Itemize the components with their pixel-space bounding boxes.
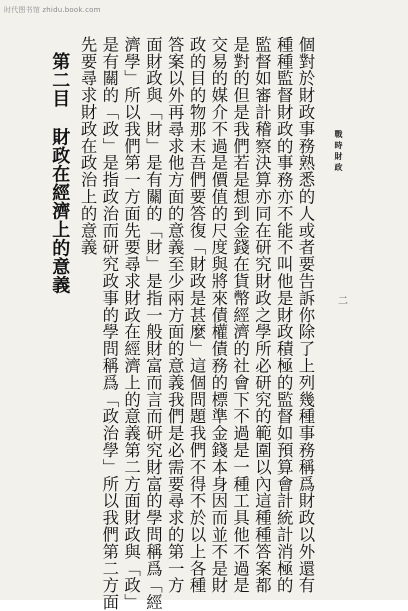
text-column: 種種監督財政的事務亦不能不叫他是財政積極的監督如預算會計統計消極的 [274,36,294,594]
text-column: 是有關的「政」是指政治而研究政事的學問稱爲「政治學」所以我們第二方面 [99,36,119,611]
running-head: 戰時財政 [334,130,344,174]
text-column: 面財政與「財」是有關的「財」是指一般財富而言而研究財富的學問稱爲「經 [143,36,163,611]
text-column: 政的目的物那末吾們要答復「財政是甚麼」這個問題我們不得不於以上各種 [187,36,207,594]
text-column: 濟學」所以我們第一方面先要尋求財政在經濟上的意義第二方面財政與「政」 [121,36,141,611]
text-column: 監督如審計稽察決算亦同在研究財政之學所必研究的範圍以內這種種答案都 [252,36,272,594]
library-watermark: 时代图书馆 zhidu.book.com [4,6,101,14]
section-number: 第二目 [49,52,71,108]
text-column: 個對於財政事務熟悉的人或者要告訴你除了上列幾種事務稱爲財政以外還有 [296,36,315,594]
section-heading [48,36,70,596]
body-text [44,36,316,611]
page-number: 二 [338,296,348,307]
text-column: 交易的媒介不過是價值的尺度與將來債權債務的標準金錢本身因而並不是財 [208,36,228,594]
section-title: 財政在經濟上的意義 [49,127,71,294]
text-column: 是對的但是我們若是想到金錢在貨幣經濟的社會下不過是一種工具他不過是 [230,36,250,594]
text-column: 答案以外再尋求他方面的意義至少兩方面的意義我們是必需要尋求的第一方 [165,36,185,594]
text-column: 先要尋求財政在政治上的意義 [78,36,98,256]
